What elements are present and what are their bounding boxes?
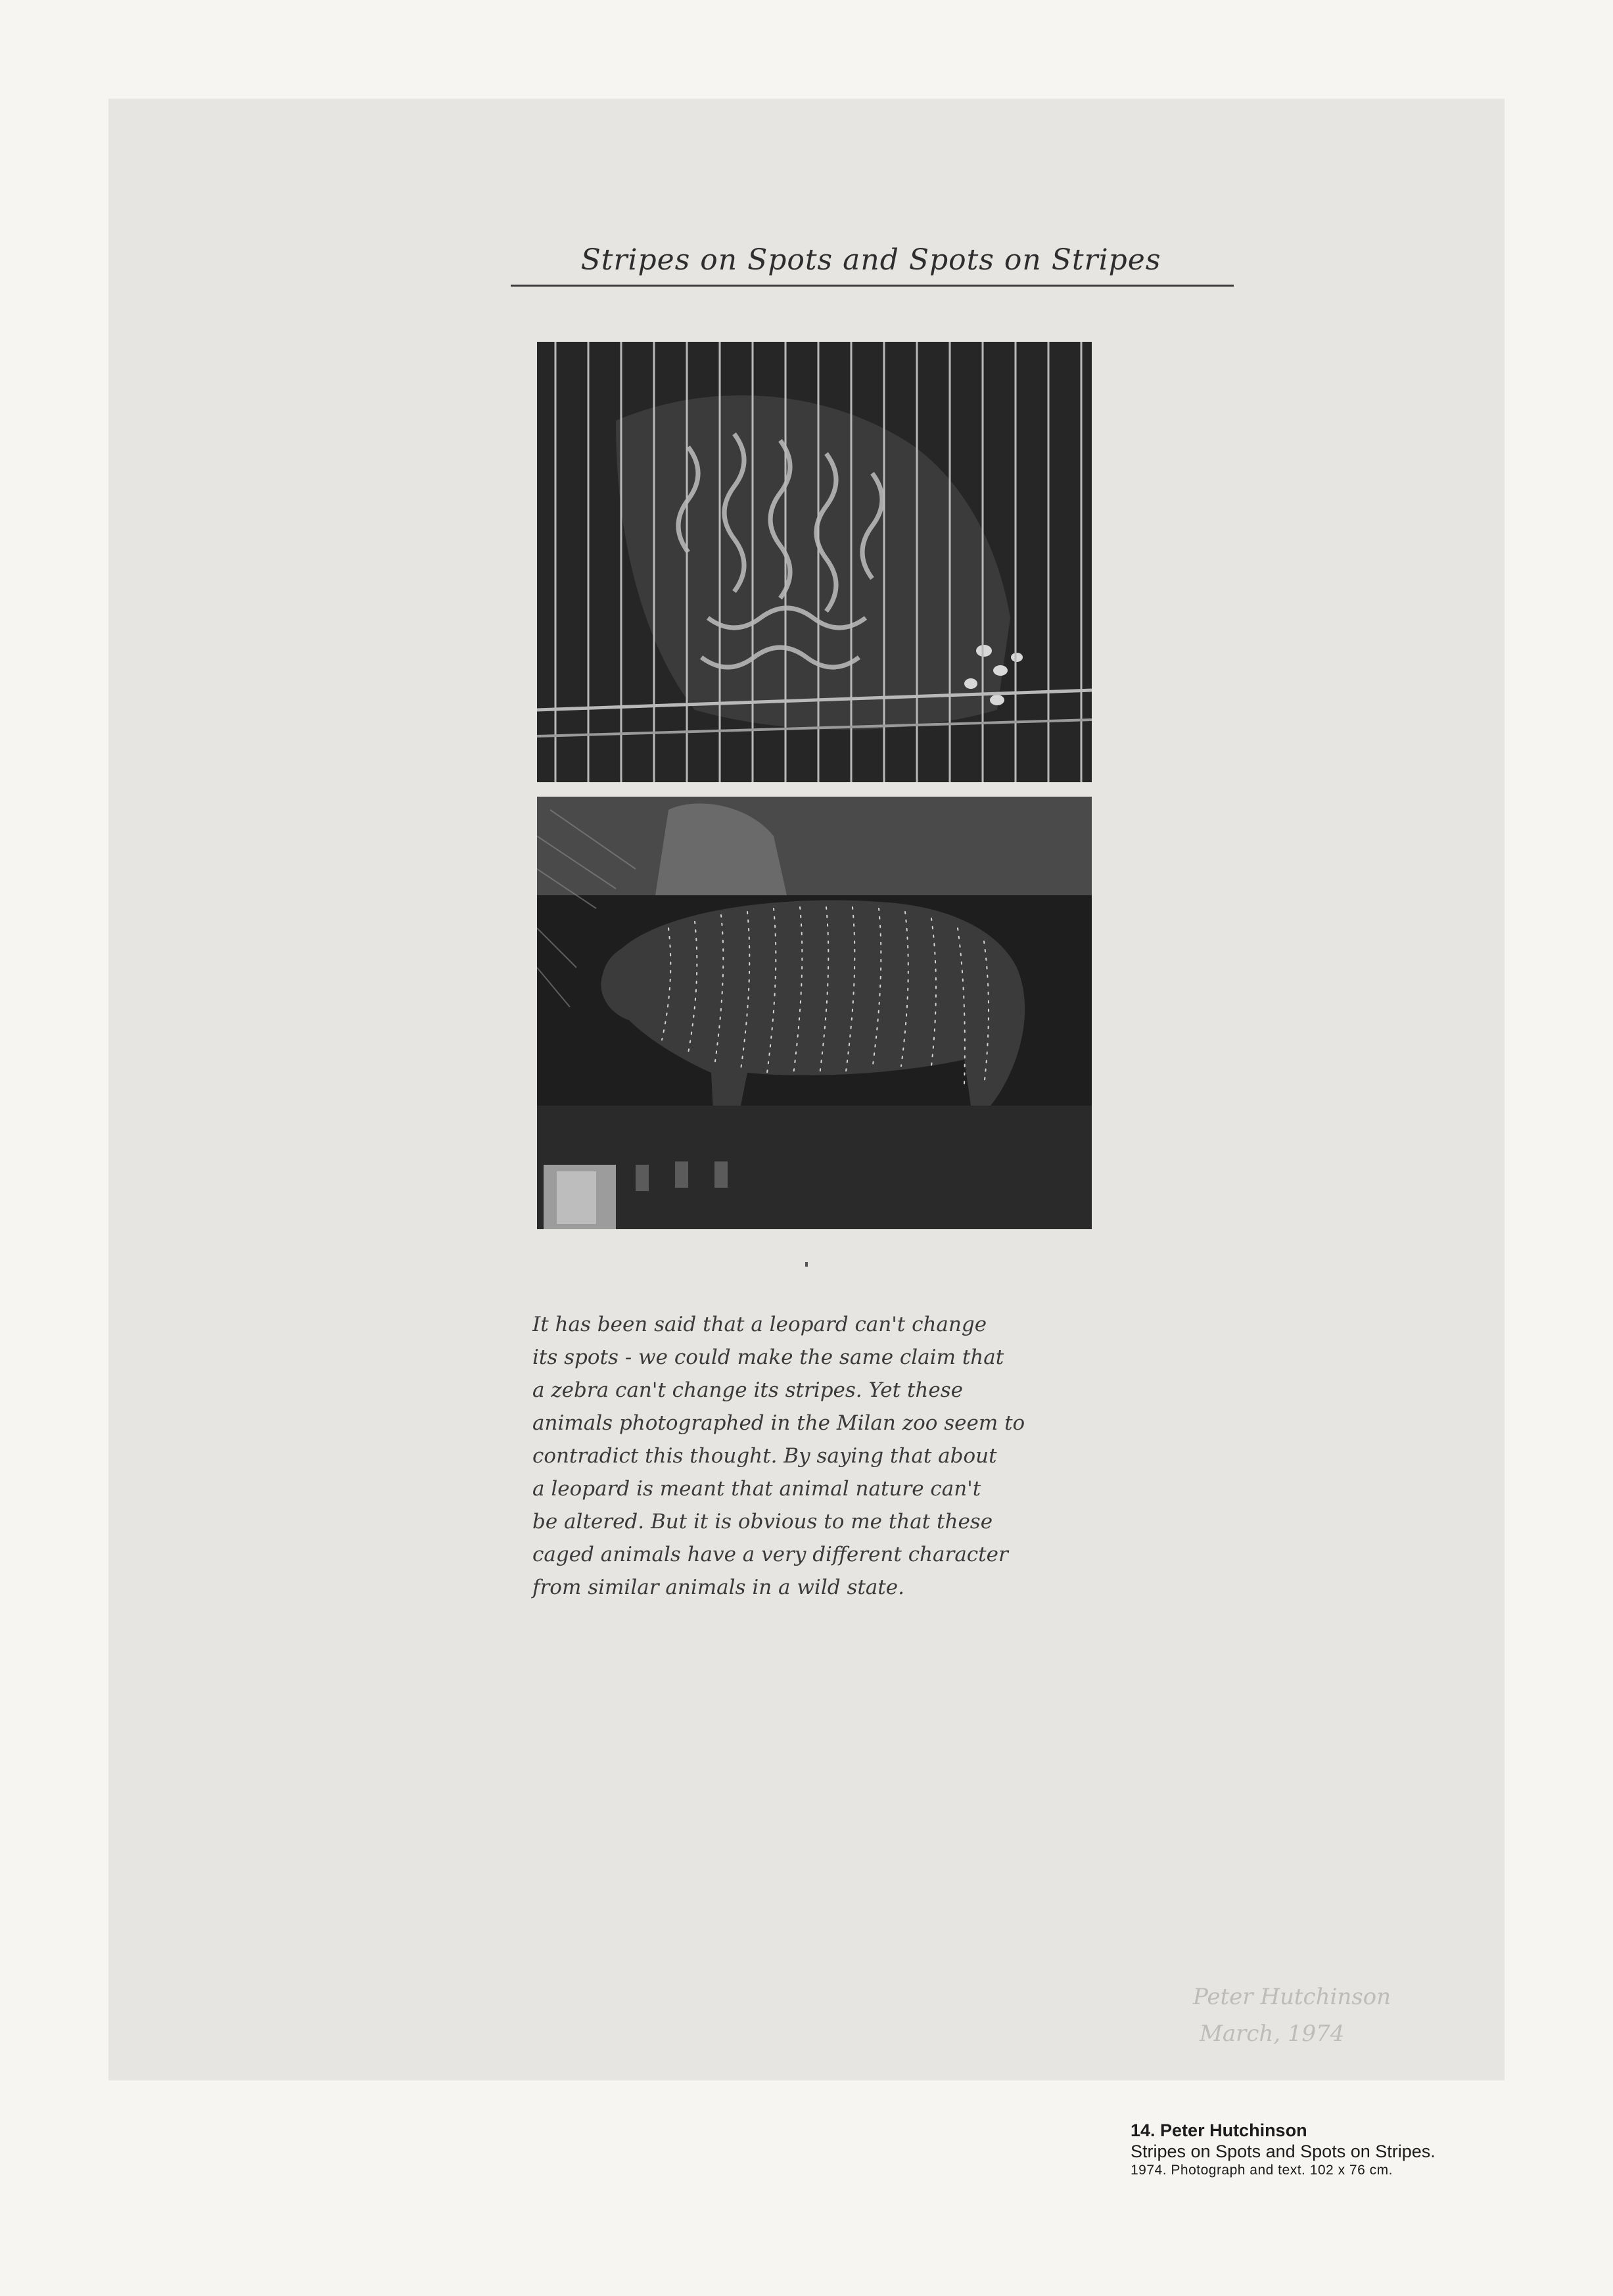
signature-name: Peter Hutchinson: [1193, 1984, 1391, 2010]
handwritten-title: Stripes on Spots and Spots on Stripes: [580, 243, 1161, 277]
leopard-cage-photo: [537, 342, 1092, 782]
stray-mark: [805, 1262, 808, 1267]
handwritten-line: caged animals have a very different character: [532, 1543, 1008, 1566]
handwritten-line: animals photographed in the Milan zoo seem to: [532, 1411, 1025, 1435]
caption-heading: 14. Peter Hutchinson: [1131, 2120, 1307, 2140]
handwritten-line: be altered. But it is obvious to me that these: [532, 1510, 993, 1534]
caption-subtitle: Stripes on Spots and Spots on Stripes.: [1131, 2142, 1436, 2161]
caption-details: 1974. Photograph and text. 102 x 76 cm.: [1131, 2163, 1393, 2178]
catalogue-caption: [1131, 2120, 1591, 2179]
handwritten-line: its spots - we could make the same claim that: [532, 1346, 1004, 1369]
zebra-enclosure-photo: [537, 797, 1092, 1229]
handwritten-line: a leopard is meant that animal nature can't: [532, 1477, 981, 1501]
title-underline: [511, 285, 1234, 287]
signature-date: March, 1974: [1200, 2021, 1345, 2047]
handwritten-line: from similar animals in a wild state.: [532, 1576, 904, 1599]
artist-signature: [1193, 1979, 1391, 2052]
leopard-cage-photo-graphic: [537, 342, 1092, 782]
zebra-enclosure-photo-graphic: [537, 797, 1092, 1229]
artwork-plate: [108, 99, 1505, 2080]
handwritten-line: contradict this thought. By saying that about: [532, 1444, 997, 1468]
handwritten-line: It has been said that a leopard can't change: [532, 1313, 987, 1336]
handwritten-statement: [532, 1308, 1216, 1604]
handwritten-line: a zebra can't change its stripes. Yet these: [532, 1378, 963, 1402]
